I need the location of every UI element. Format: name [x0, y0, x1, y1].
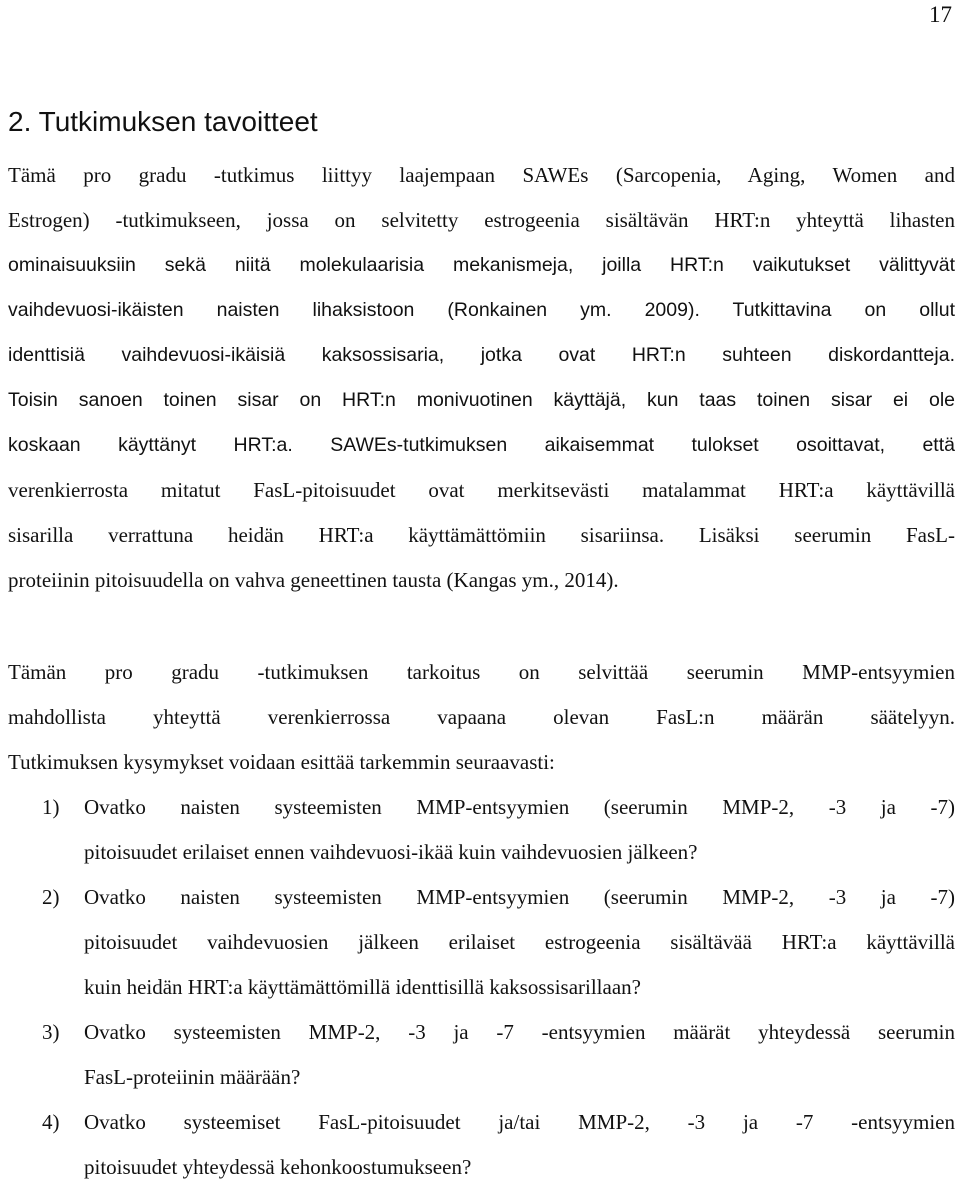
- list-item-line: Ovatko systeemisten MMP-2, -3 ja -7 -entsyymien määrät yhteydessä seerumin: [84, 1020, 955, 1044]
- list-item: [8, 875, 955, 1010]
- list-marker: 3): [42, 1020, 60, 1044]
- list-item-line: Ovatko naisten systeemisten MMP-entsyymien (seerumin MMP-2, -3 ja -7): [84, 885, 955, 909]
- list-item: [8, 1010, 955, 1100]
- section-heading: 2. Tutkimuksen tavoitteet: [8, 106, 318, 137]
- paragraph-line: mahdollista yhteyttä verenkierrossa vapaana olevan FasL:n määrän säätelyyn.: [8, 705, 955, 729]
- paragraph-line: Tämä pro gradu -tutkimus liittyy laajempaan SAWEs (Sarcopenia, Aging, Women and: [8, 163, 955, 187]
- paragraph-line: proteiinin pitoisuudella on vahva geneettinen tausta (Kangas ym., 2014).: [8, 568, 619, 592]
- paragraph-line: Estrogen) -tutkimukseen, jossa on selvitetty estrogeenia sisältävän HRT:n yhteyttä lihasten: [8, 208, 955, 232]
- list-item: [8, 785, 955, 875]
- aim-paragraph: [8, 650, 955, 785]
- list-item-line: kuin heidän HRT:a käyttämättömillä identtisillä kaksossisarillaan?: [84, 975, 641, 999]
- list-item: [8, 1100, 955, 1190]
- paragraph-line: sisarilla verrattuna heidän HRT:a käyttämättömiin sisariinsa. Lisäksi seerumin FasL-: [8, 523, 955, 547]
- list-item-line: FasL-proteiinin määrään?: [84, 1065, 301, 1089]
- paragraph-line: ominaisuuksiin sekä niitä molekulaarisia mekanismeja, joilla HRT:n vaikutukset välittyvät: [8, 254, 955, 276]
- list-item-line: pitoisuudet vaihdevuosien jälkeen erilaiset estrogeenia sisältävää HRT:a käyttävillä: [84, 930, 955, 954]
- paragraph-line: Toisin sanoen toinen sisar on HRT:n monivuotinen käyttäjä, kun taas toinen sisar ei ole: [8, 389, 955, 411]
- paragraph-line: koskaan käyttänyt HRT:a. SAWEs-tutkimuksen aikaisemmat tulokset osoittavat, että: [8, 434, 955, 456]
- paragraph-line: vaihdevuosi-ikäisten naisten lihaksistoon (Ronkainen ym. 2009). Tutkittavina on ollut: [8, 299, 955, 321]
- list-item-line: Ovatko systeemiset FasL-pitoisuudet ja/tai MMP-2, -3 ja -7 -entsyymien: [84, 1110, 955, 1134]
- list-marker: 2): [42, 885, 60, 909]
- intro-paragraph: [8, 153, 955, 603]
- paragraph-line: identtisiä vaihdevuosi-ikäisiä kaksossisaria, jotka ovat HRT:n suhteen diskordantteja.: [8, 344, 955, 366]
- paragraph-line: Tämän pro gradu -tutkimuksen tarkoitus on selvittää seerumin MMP-entsyymien: [8, 660, 955, 684]
- paragraph-line: Tutkimuksen kysymykset voidaan esittää tarkemmin seuraavasti:: [8, 750, 555, 774]
- list-item-line: pitoisuudet erilaiset ennen vaihdevuosi-ikää kuin vaihdevuosien jälkeen?: [84, 840, 698, 864]
- paragraph-line: verenkierrosta mitatut FasL-pitoisuudet ovat merkitsevästi matalammat HRT:a käyttävillä: [8, 478, 955, 502]
- page-number: 17: [929, 2, 952, 27]
- list-marker: 1): [42, 795, 60, 819]
- list-marker: 4): [42, 1110, 60, 1134]
- research-questions-list: [8, 785, 955, 1190]
- list-item-line: Ovatko naisten systeemisten MMP-entsyymien (seerumin MMP-2, -3 ja -7): [84, 795, 955, 819]
- list-item-line: pitoisuudet yhteydessä kehonkoostumukseen?: [84, 1155, 472, 1179]
